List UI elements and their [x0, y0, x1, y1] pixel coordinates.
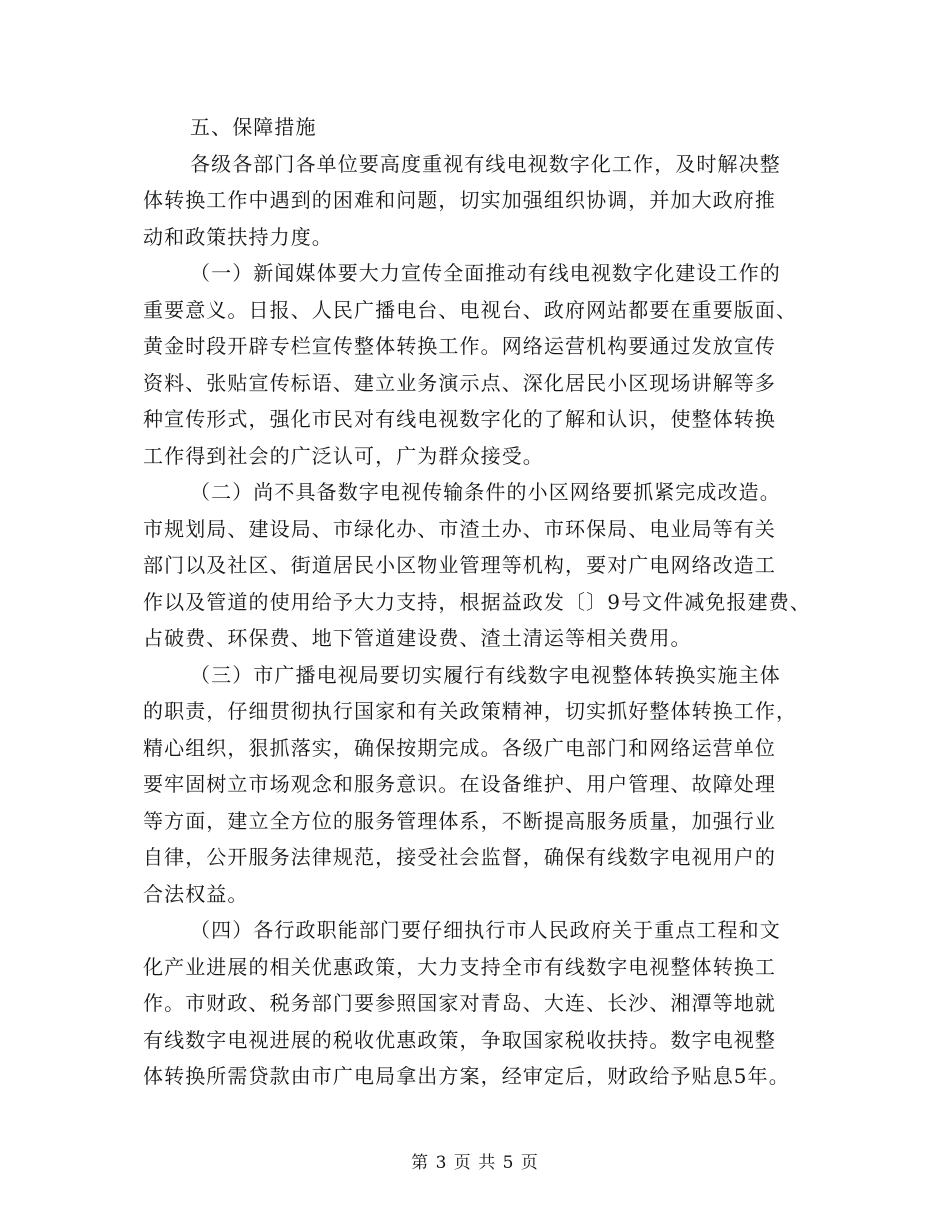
section-heading: 五、保障措施 — [190, 115, 317, 139]
text-line: 体转换所需贷款由市广电局拿出方案，经审定后，财政给予贴息5年。 — [143, 1064, 790, 1088]
text-line: 自律，公开服务法律规范，接受社会监督，确保有线数字电视用户的 — [143, 845, 776, 869]
text-line: （四）各行政职能部门要仔细执行市人民政府关于重点工程和文 — [190, 918, 781, 942]
text-line: 种宣传形式，强化市民对有线电视数字化的了解和认识，使整体转换 — [143, 407, 776, 431]
text-line: 合法权益。 — [143, 881, 249, 906]
page-footer: 第 3 页 共 5 页 — [411, 1153, 539, 1173]
text-line: 工作得到社会的广泛认可，广为群众接受。 — [143, 443, 544, 468]
text-line: 黄金时段开辟专栏宣传整体转换工作。网络运营机构要通过发放宣传 — [143, 334, 776, 358]
text-line: 作。市财政、税务部门要参照国家对青岛、大连、长沙、湘潭等地就 — [143, 991, 776, 1015]
text-line: 精心组织，狠抓落实，确保按期完成。各级广电部门和网络运营单位 — [143, 735, 776, 760]
text-line: 要牢固树立市场观念和服务意识。在设备维护、用户管理、故障处理 — [143, 772, 776, 796]
text-line: 各级各部门各单位要高度重视有线电视数字化工作，及时解决整 — [190, 151, 781, 176]
text-line: 占破费、环保费、地下管道建设费、渣土清运等相关费用。 — [143, 626, 692, 650]
text-line: 资料、张贴宣传标语、建立业务演示点、深化居民小区现场讲解等多 — [143, 370, 776, 395]
text-line: （二）尚不具备数字电视传输条件的小区网络要抓紧完成改造。 — [190, 480, 781, 504]
text-line: 的职责，仔细贯彻执行国家和有关政策精神，切实抓好整体转换工作， — [143, 699, 798, 723]
text-line: 重要意义。日报、人民广播电台、电视台、政府网站都要在重要版面、 — [143, 297, 798, 322]
text-line: 部门以及社区、街道居民小区物业管理等机构，要对广电网络改造工 — [143, 553, 776, 577]
text-line: 体转换工作中遇到的困难和问题，切实加强组织协调，并加大政府推 — [143, 188, 776, 212]
text-line: （三）市广播电视局要切实履行有线数字电视整体转换实施主体 — [190, 662, 781, 687]
paragraph — [143, 912, 843, 1095]
text-line: 化产业进展的相关优惠政策，大力支持全市有线数字电视整体转换工 — [143, 954, 776, 979]
text-line: 动和政策扶持力度。 — [143, 224, 333, 249]
text-line: 市规划局、建设局、市绿化办、市渣土办、市环保局、电业局等有关 — [143, 516, 776, 541]
paragraph — [143, 657, 843, 913]
paragraph — [143, 255, 843, 474]
paragraph — [143, 146, 843, 256]
text-line: 有线数字电视进展的税收优惠政策，争取国家税收扶持。数字电视整 — [143, 1027, 776, 1052]
paragraph — [143, 474, 843, 657]
text-line: （一）新闻媒体要大力宣传全面推动有线电视数字化建设工作的 — [190, 261, 781, 285]
text-line: 等方面，建立全方位的服务管理体系，不断提高服务质量，加强行业 — [143, 808, 776, 833]
text-line: 作以及管道的使用给予大力支持，根据益政发〔〕9号文件减免报建费、 — [143, 589, 811, 614]
document-body — [143, 109, 843, 1095]
